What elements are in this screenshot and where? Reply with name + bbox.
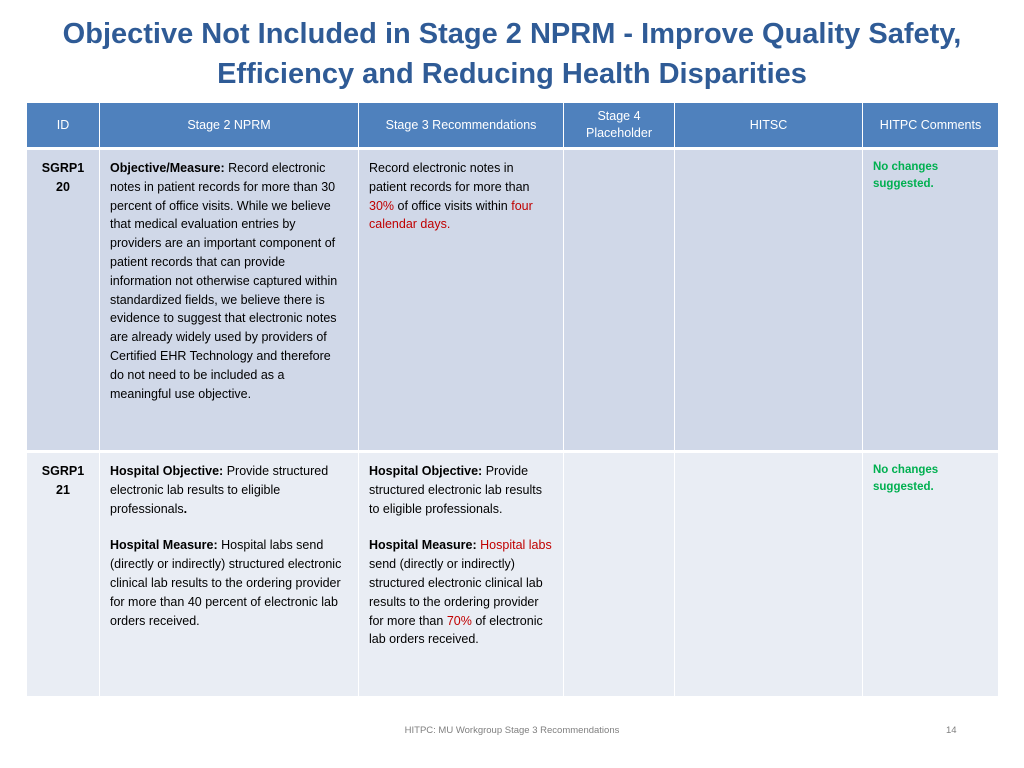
recommendation-text: Record electronic notes in patient records for more than bbox=[369, 161, 530, 194]
column-header-stage2-nprm: Stage 2 NPRM bbox=[100, 103, 359, 149]
hospital-objective-period: . bbox=[183, 501, 188, 516]
table-header-row bbox=[27, 103, 999, 149]
objective-measure-text: Record electronic notes in patient records for more than 30 percent of office visits. While we believe that medical evaluation entries by providers are an important component of patient records that can provide information not otherwise captured within standardized fields, we believe there is evidence to suggest that electronic notes are already widely used by providers of Certified EHR Technology and therefore do not need to be included as a meaningful use objective. bbox=[110, 161, 338, 401]
objective-measure-label: Objective/Measure: bbox=[110, 161, 225, 175]
slide-title: Objective Not Included in Stage 2 NPRM - Improve Quality Safety, Efficiency and Reducing Health Disparities bbox=[62, 18, 962, 90]
stage4-placeholder-cell bbox=[564, 452, 675, 697]
hospital-measure-label: Hospital Measure: bbox=[110, 538, 218, 553]
table-row bbox=[27, 149, 999, 452]
column-header-id: ID bbox=[27, 103, 100, 149]
page-number: 14 bbox=[946, 725, 957, 736]
hospital-measure-label: Hospital Measure: bbox=[369, 538, 477, 553]
recommendation-text: of office visits within bbox=[394, 198, 512, 213]
hitpc-comment-cell: No changes suggested. bbox=[863, 452, 999, 697]
row-id: SGRP1 21 bbox=[27, 452, 100, 697]
threshold-highlight: 70% bbox=[446, 613, 472, 628]
hospital-measure-text: of electronic lab orders received. bbox=[369, 613, 543, 647]
stage3-recommendation-cell bbox=[359, 149, 564, 452]
recommendations-table bbox=[26, 102, 999, 697]
column-header-stage3-recommendations: Stage 3 Recommendations bbox=[359, 103, 564, 149]
hitsc-cell bbox=[675, 452, 863, 697]
timeframe-highlight: four calendar days. bbox=[369, 198, 533, 232]
slide-footer: HITPC: MU Workgroup Stage 3 Recommendations bbox=[404, 725, 620, 736]
hospital-measure-text: send (directly or indirectly) structured electronic clinical lab results to the ordering provider for more than bbox=[369, 557, 543, 628]
hospital-objective-text: Provide structured electronic lab results to eligible professionals. bbox=[369, 464, 542, 516]
column-header-stage4-placeholder: Stage 4 Placeholder bbox=[564, 103, 675, 149]
hitsc-cell bbox=[675, 149, 863, 452]
stage4-placeholder-cell bbox=[564, 149, 675, 452]
column-header-hitsc: HITSC bbox=[675, 103, 863, 149]
stage2-nprm-cell bbox=[100, 452, 359, 697]
row-id: SGRP1 20 bbox=[27, 149, 100, 452]
hospital-objective-label: Hospital Objective: bbox=[369, 464, 483, 478]
column-header-hitpc-comments: HITPC Comments bbox=[863, 103, 999, 149]
hospital-objective-text: Provide structured electronic lab results to eligible professionals bbox=[110, 464, 329, 516]
table-row bbox=[27, 452, 999, 697]
hitpc-comment-cell: No changes suggested. bbox=[863, 149, 999, 452]
threshold-highlight: 30% bbox=[369, 198, 395, 213]
stage3-recommendation-cell bbox=[359, 452, 564, 697]
stage2-nprm-cell bbox=[100, 149, 359, 452]
hospital-labs-highlight: Hospital labs bbox=[476, 538, 552, 553]
hospital-objective-label: Hospital Objective: bbox=[110, 464, 224, 478]
hospital-measure-text: Hospital labs send (directly or indirectly) structured electronic clinical lab results to the ordering provider for more than 40 percent of electronic lab orders received. bbox=[110, 538, 342, 628]
